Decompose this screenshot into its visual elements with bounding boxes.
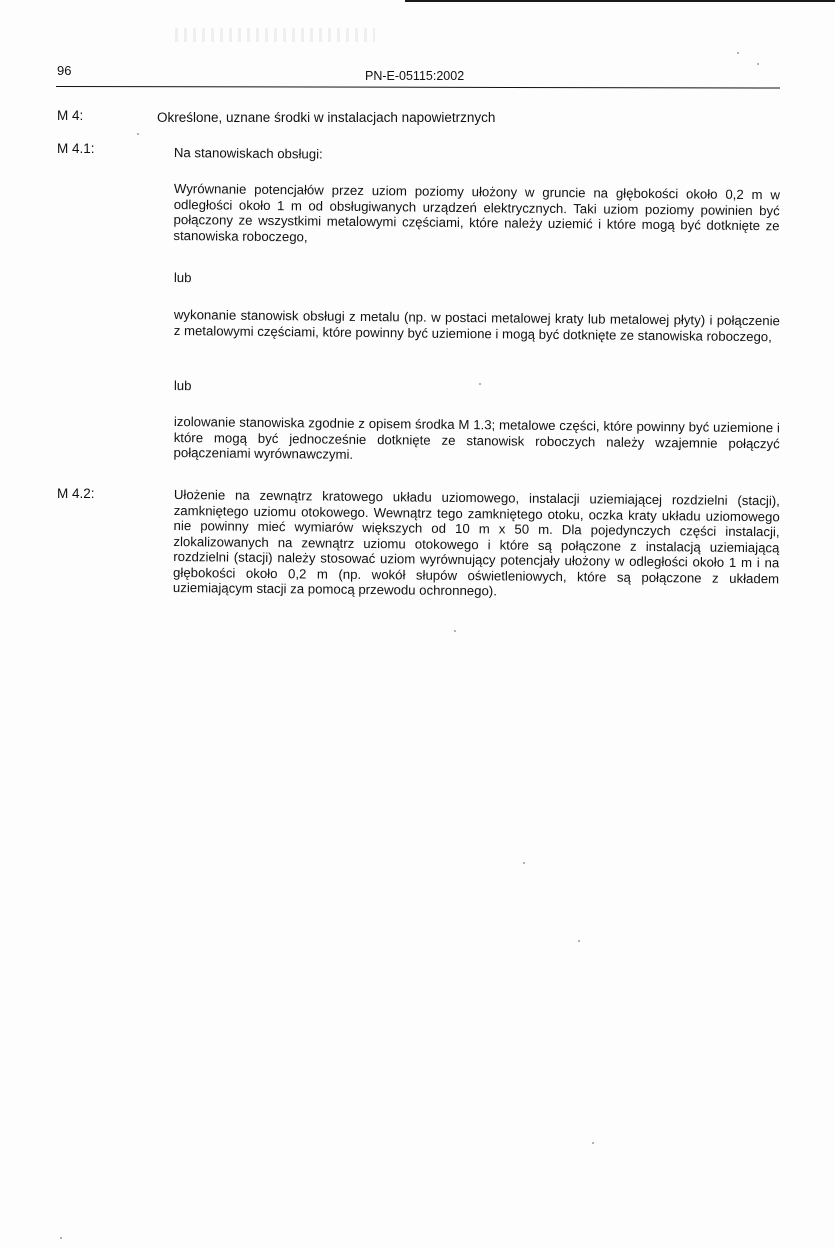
paragraph-metal-platform: wykonanie stanowisk obsługi z metalu (np. w postaci metalowej kraty lub metalowej płyty) i połączenie z metalowymi częściami, które powinny być uziemione i mogą być dotknięte ze stanowiska roboczego, xyxy=(173,307,780,344)
scan-speck xyxy=(737,52,739,54)
subsection-label-m4-1: M 4.1: xyxy=(57,141,95,156)
paragraph-equipotential: Wyrównanie potencjałów przez uziom poziomy ułożony w gruncie na głębokości około 0,2 m w odległości około 1 m od obsługiwanych urządzeń elektrycznych. Taki uziom poziomy powinien być połączony ze wszystkimi metalowymi częściami, które należy uziemić i które mogą być dotknięte ze stanowiska roboczego, xyxy=(173,181,780,244)
document-code: PN-E-05115:2002 xyxy=(365,69,465,83)
scan-speck xyxy=(137,133,139,135)
header-rule xyxy=(56,86,780,89)
paragraph-or-1: lub xyxy=(173,270,192,286)
scan-bleed-through xyxy=(175,28,375,42)
page-number: 96 xyxy=(57,63,72,78)
scan-speck xyxy=(523,862,525,864)
paragraph-ring-earth: Ułożenie na zewnątrz kratowego układu uziomowego, instalacji uziemiającej rozdzielni (stacji), zamkniętego uziomu otokowego. Wewnątrz tego zamkniętego otoku, oczka kraty układu uziomowego nie powinny mieć wymiarów większych od 10 m x 50 m. Dla pojedynczych części instalacji, zlokalizowanych na zewnątrz uziomu otokowego i które są połączone z instalacją uziemiającą rozdzielni (stacji) należy stosować uziom wyrównujący potencjały ułożony w odległości około 1 m i na głębokości około 0,2 m (np. wokół słupów oświetleniowych, które są połączone z układem uziemiającym stacji za pomocą przewodu ochronnego). xyxy=(172,487,780,599)
scan-speck xyxy=(578,940,580,942)
paragraph-insulation: izolowanie stanowiska zgodnie z opisem środka M 1.3; metalowe części, które powinny być uziemione i które mogą być jednocześnie dotknięte ze stanowisk roboczych należy wzajemnie połączyć połączeniami wyrównawczymi. xyxy=(173,414,780,462)
scan-speck xyxy=(479,383,481,385)
paragraph-or-2: lub xyxy=(173,378,192,394)
scan-speck xyxy=(757,63,759,65)
scan-speck xyxy=(592,1142,594,1144)
section-title: Określone, uznane środki w instalacjach napowietrznych xyxy=(157,110,496,125)
scan-speck xyxy=(60,1237,62,1239)
subsection-intro: Na stanowiskach obsługi: xyxy=(173,145,323,162)
subsection-label-m4-2: M 4.2: xyxy=(57,486,95,501)
scan-edge-line xyxy=(405,0,835,2)
scan-speck xyxy=(454,630,456,632)
section-label: M 4: xyxy=(57,108,84,123)
